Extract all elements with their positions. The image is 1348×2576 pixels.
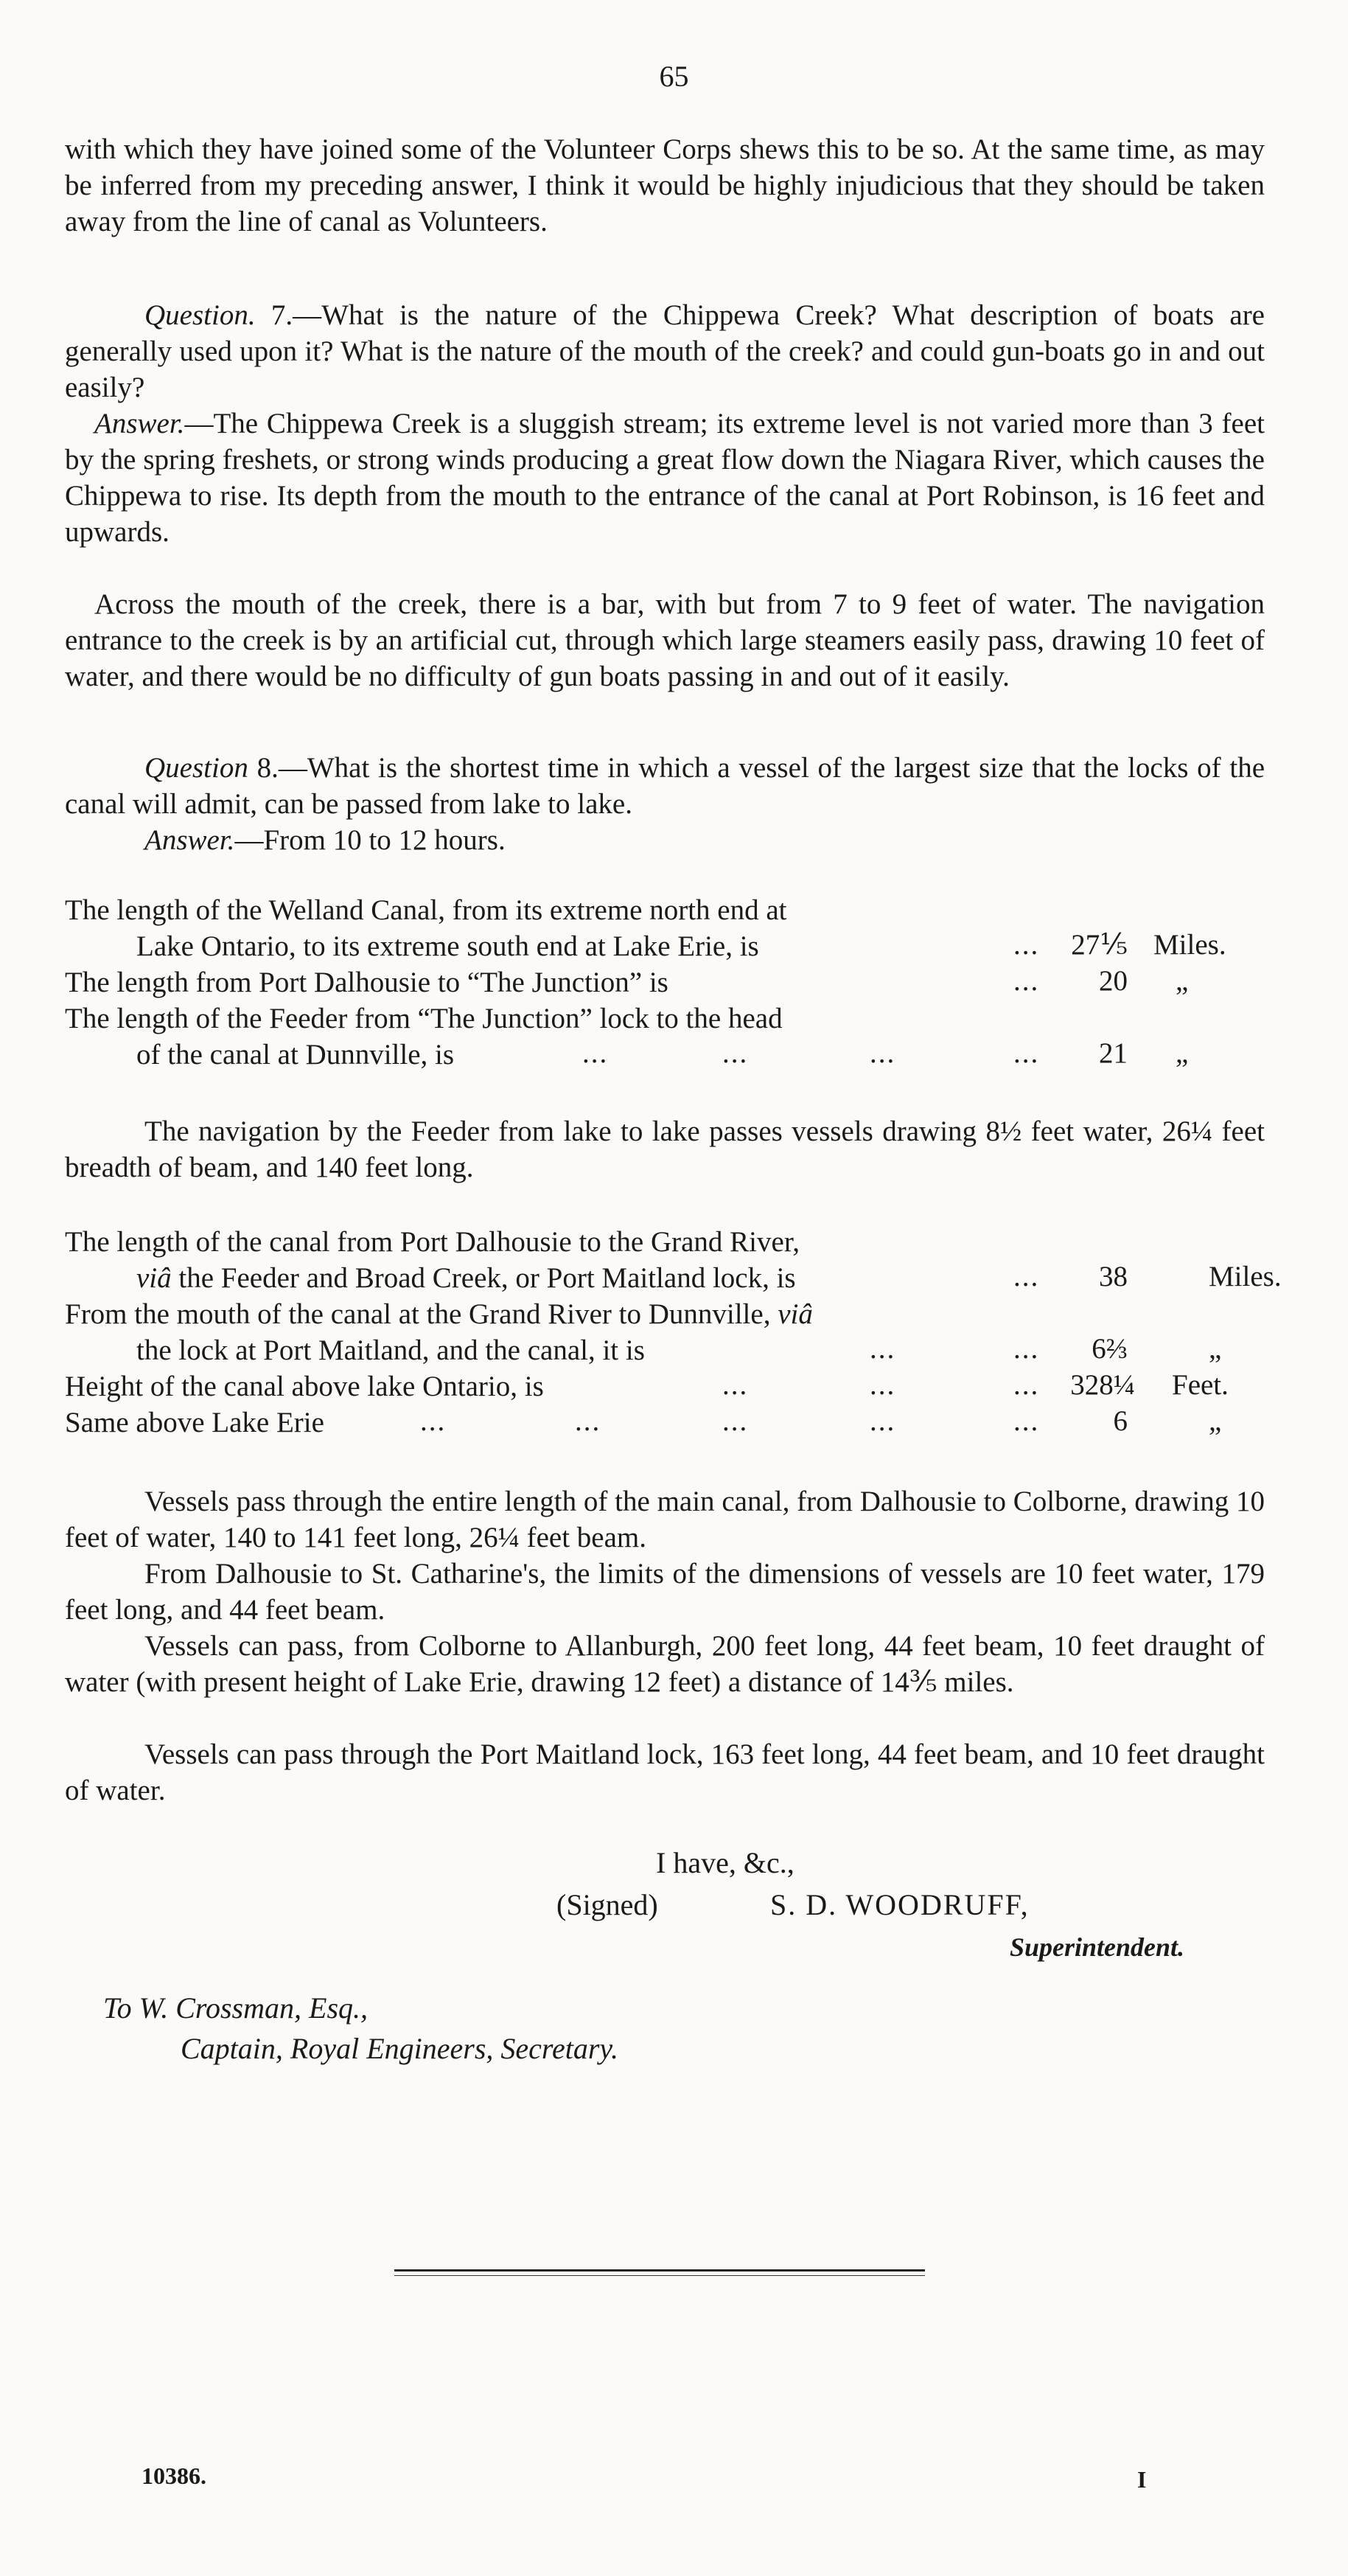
vessels-paragraph-2 bbox=[65, 1556, 1265, 1628]
table-value: 27⅕ bbox=[1071, 929, 1128, 961]
answer-7 bbox=[65, 405, 1265, 550]
answer-text: —The Chippewa Creek is a sluggish stream; its extreme level is not varied more than 3 feet by the spring freshets, or strong winds producing a great flow down the Niagara River, which causes the Chippewa to rise. Its depth from the mouth to the entrance of the canal at Port Robinson, is 16 feet and upwards. bbox=[65, 408, 1265, 548]
leader-dots: ... bbox=[870, 1405, 896, 1437]
leader-dots: ... bbox=[870, 1037, 896, 1069]
table-unit: „ bbox=[1209, 1405, 1222, 1437]
table-unit: Miles. bbox=[1153, 929, 1226, 961]
question-8 bbox=[65, 750, 1265, 822]
table-unit: Miles. bbox=[1209, 1261, 1282, 1292]
leader-dots: ... bbox=[1013, 1369, 1040, 1401]
table-row-text bbox=[136, 1260, 796, 1296]
via-word: viâ bbox=[136, 1262, 172, 1294]
closing-line: I have, &c., bbox=[656, 1846, 795, 1879]
table-row-text: From the mouth of the canal at the Grand River to Dunnville, bbox=[65, 1298, 771, 1330]
paragraph-text: Vessels pass through the entire length of the main canal, from Dalhousie to Colborne, drawing 10 feet of water, 140 to 141 feet long, 26¼ feet beam. bbox=[65, 1486, 1265, 1553]
paragraph-continuation bbox=[65, 131, 1265, 240]
leader-dots: ... bbox=[1013, 929, 1040, 961]
leader-dots: ... bbox=[870, 1333, 896, 1365]
via-word: viâ bbox=[778, 1298, 813, 1330]
answer-label: Answer. bbox=[94, 408, 185, 439]
table-row-text: The length of the Feeder from “The Junction” lock to the head bbox=[65, 1003, 783, 1034]
footer-print-number: 10386. bbox=[142, 2462, 206, 2489]
question-text: 7.—What is the nature of the Chippewa Creek? What description of boats are generally used upon it? What is the nature of the mouth of the creek? and could gun-boats go in and out easily? bbox=[65, 299, 1265, 403]
table-value: 21 bbox=[1099, 1037, 1128, 1069]
answer-text: Across the mouth of the creek, there is a bar, with but from 7 to 9 feet of water. The navigation entrance to the creek is by an artificial cut, through which large steamers easily pass, drawing 10 feet of water, and there would be no difficulty of gun boats passing in and out of it easily. bbox=[65, 588, 1265, 692]
leader-dots: ... bbox=[1013, 1333, 1040, 1365]
table-value: 20 bbox=[1099, 965, 1128, 997]
table-row-text: of the canal at Dunnville, is bbox=[136, 1039, 455, 1071]
paragraph-text: Vessels can pass through the Port Maitland lock, 163 feet long, 44 feet beam, and 10 feet draught of water. bbox=[65, 1738, 1265, 1806]
signer-name: S. D. WOODRUFF, bbox=[770, 1888, 1030, 1921]
paragraph-text: with which they have joined some of the Volunteer Corps shews this to be so. At the same time, as may be inferred from my preceding answer, I think it would be highly injudicious that they should be taken away from the line of canal as Volunteers. bbox=[65, 133, 1265, 237]
table-unit: „ bbox=[1176, 1037, 1189, 1069]
table-row-text bbox=[65, 1296, 813, 1332]
paragraph-text: The navigation by the Feeder from lake to lake passes vessels drawing 8½ feet water, 26¼ feet breadth of beam, and 140 feet long. bbox=[65, 1115, 1265, 1183]
leader-dots: ... bbox=[870, 1369, 896, 1401]
answer-text: —From 10 to 12 hours. bbox=[234, 824, 506, 856]
question-label: Question. bbox=[144, 299, 256, 331]
vessels-paragraph-3 bbox=[65, 1628, 1265, 1700]
leader-dots: ... bbox=[575, 1405, 601, 1437]
leader-dots: ... bbox=[1013, 1037, 1040, 1069]
question-text: 8.—What is the shortest time in which a vessel of the largest size that the locks of the canal will admit, can be passed from lake to lake. bbox=[65, 752, 1265, 820]
leader-dots: ... bbox=[420, 1405, 447, 1437]
signed-label: (Signed) bbox=[556, 1888, 658, 1921]
table-value: 328¼ bbox=[1070, 1369, 1135, 1401]
page-number: 65 bbox=[659, 60, 689, 93]
table-row-text: the Feeder and Broad Creek, or Port Maitland lock, is bbox=[178, 1262, 796, 1294]
feeder-navigation-paragraph bbox=[65, 1113, 1265, 1186]
table-unit: „ bbox=[1209, 1333, 1222, 1365]
table-row-text: Height of the canal above lake Ontario, is bbox=[65, 1371, 544, 1402]
question-label: Question bbox=[144, 752, 248, 784]
leader-dots: ... bbox=[1013, 1261, 1040, 1292]
answer-label: Answer. bbox=[144, 824, 235, 856]
answer-8 bbox=[65, 822, 1265, 858]
divider-rule bbox=[394, 2269, 925, 2272]
paragraph-text: Vessels can pass, from Colborne to Allanburgh, 200 feet long, 44 feet beam, 10 feet draught of water (with present height of Lake Erie, drawing 12 feet) a distance of 14⅗ miles. bbox=[65, 1630, 1265, 1698]
table-row-text: The length of the Welland Canal, from its extreme north end at bbox=[65, 894, 787, 926]
table-row-text: the lock at Port Maitland, and the canal, it is bbox=[136, 1334, 645, 1366]
addressee-line: To W. Crossman, Esq., bbox=[103, 1991, 369, 2025]
signer-title: Superintendent. bbox=[1010, 1932, 1185, 1962]
vessels-paragraph-4 bbox=[65, 1736, 1265, 1809]
leader-dots: ... bbox=[722, 1037, 749, 1069]
vessels-paragraph-1 bbox=[65, 1483, 1265, 1556]
leader-dots: ... bbox=[1013, 965, 1040, 997]
table-unit: „ bbox=[1176, 965, 1189, 997]
table-value: 6 bbox=[1113, 1405, 1128, 1437]
question-7 bbox=[65, 297, 1265, 405]
table-row-text: Lake Ontario, to its extreme south end at Lake Erie, is bbox=[136, 930, 759, 962]
leader-dots: ... bbox=[1013, 1405, 1040, 1437]
footer-signature-mark: I bbox=[1137, 2466, 1147, 2493]
table-value: 6⅔ bbox=[1092, 1333, 1128, 1365]
table-value: 38 bbox=[1099, 1261, 1128, 1292]
leader-dots: ... bbox=[722, 1369, 749, 1401]
table-row-text: Same above Lake Erie bbox=[65, 1407, 324, 1438]
paragraph-text: From Dalhousie to St. Catharine's, the limits of the dimensions of vessels are 10 feet water, 179 feet long, and 44 feet beam. bbox=[65, 1558, 1265, 1626]
answer-7-continued bbox=[65, 586, 1265, 695]
leader-dots: ... bbox=[722, 1405, 749, 1437]
table-unit: Feet. bbox=[1172, 1369, 1229, 1401]
leader-dots: ... bbox=[582, 1037, 609, 1069]
table-row-text: The length of the canal from Port Dalhousie to the Grand River, bbox=[65, 1226, 800, 1258]
table-row-text: The length from Port Dalhousie to “The Junction” is bbox=[65, 967, 668, 998]
addressee-title: Captain, Royal Engineers, Secretary. bbox=[181, 2032, 618, 2065]
divider-rule bbox=[394, 2275, 925, 2276]
